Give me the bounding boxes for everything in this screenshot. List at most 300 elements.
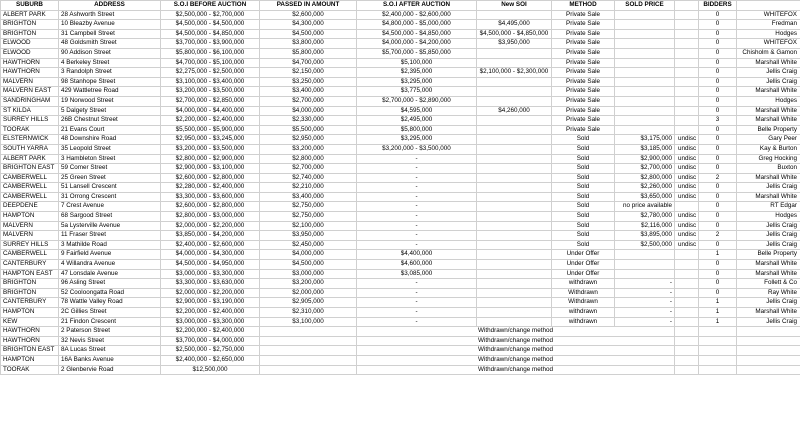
cell-suburb[interactable]: SURREY HILLS — [1, 240, 59, 250]
cell-new-soi[interactable]: $4,495,000 — [477, 20, 552, 30]
cell-soi-before[interactable]: $4,500,000 - $4,950,000 — [161, 260, 260, 270]
header-undisc[interactable] — [675, 1, 699, 11]
table-row[interactable] — [1, 10, 800, 20]
cell-undisc[interactable] — [675, 87, 699, 97]
cell-suburb[interactable]: TOORAK — [1, 125, 59, 135]
cell-address[interactable]: 21 Findon Crescent — [59, 317, 161, 327]
cell-bidders[interactable]: 0 — [699, 202, 737, 212]
cell-passed-in[interactable]: $2,310,000 — [260, 308, 357, 318]
cell-passed-in[interactable]: $5,500,000 — [260, 125, 357, 135]
cell-passed-in[interactable]: $2,000,000 — [260, 288, 357, 298]
cell-withdrawn-note[interactable]: Withdrawn/change method — [357, 327, 675, 337]
cell-empty[interactable] — [737, 365, 800, 375]
cell-passed-in[interactable] — [260, 336, 357, 346]
cell-sold-price[interactable] — [615, 116, 675, 126]
cell-soi-before[interactable]: $2,600,000 - $2,800,000 — [161, 173, 260, 183]
cell-address[interactable]: 9 Fairfield Avenue — [59, 250, 161, 260]
cell-suburb[interactable]: BRIGHTON EAST — [1, 346, 59, 356]
cell-agent[interactable]: Marshall White — [737, 87, 800, 97]
cell-address[interactable]: 4 Willandra Avenue — [59, 260, 161, 270]
cell-new-soi[interactable] — [477, 202, 552, 212]
cell-method[interactable]: Private Sale — [552, 116, 615, 126]
cell-soi-after[interactable]: - — [357, 212, 477, 222]
cell-new-soi[interactable] — [477, 87, 552, 97]
cell-agent[interactable]: WHITEFOX — [737, 10, 800, 20]
cell-sold-price[interactable] — [615, 250, 675, 260]
cell-sold-price[interactable] — [615, 87, 675, 97]
cell-bidders[interactable]: 0 — [699, 125, 737, 135]
cell-address[interactable]: 90 Addison Street — [59, 48, 161, 58]
cell-bidders[interactable]: 0 — [699, 288, 737, 298]
cell-suburb[interactable]: HAWTHORN — [1, 327, 59, 337]
table-row[interactable] — [1, 308, 800, 318]
cell-soi-before[interactable]: $3,850,000 - $4,200,000 — [161, 231, 260, 241]
cell-passed-in[interactable]: $2,800,000 — [260, 154, 357, 164]
cell-passed-in[interactable]: $3,400,000 — [260, 192, 357, 202]
cell-address[interactable]: 26B Chestnut Street — [59, 116, 161, 126]
cell-agent[interactable]: Fredman — [737, 20, 800, 30]
cell-undisc[interactable] — [675, 58, 699, 68]
table-row[interactable] — [1, 96, 800, 106]
cell-soi-after[interactable]: - — [357, 288, 477, 298]
cell-sold-price[interactable]: $3,895,000 — [615, 231, 675, 241]
cell-new-soi[interactable]: $4,500,000 - $4,850,000 — [477, 29, 552, 39]
cell-undisc[interactable] — [675, 298, 699, 308]
cell-suburb[interactable]: KEW — [1, 317, 59, 327]
cell-sold-price[interactable]: $3,175,000 — [615, 135, 675, 145]
cell-undisc[interactable] — [675, 308, 699, 318]
cell-sold-price[interactable]: - — [615, 279, 675, 289]
cell-soi-after[interactable]: - — [357, 173, 477, 183]
cell-passed-in[interactable]: $3,800,000 — [260, 39, 357, 49]
cell-soi-before[interactable]: $3,300,000 - $3,630,000 — [161, 279, 260, 289]
cell-passed-in[interactable]: $2,100,000 — [260, 221, 357, 231]
cell-undisc[interactable]: undisc — [675, 183, 699, 193]
cell-passed-in[interactable]: $3,250,000 — [260, 77, 357, 87]
table-row[interactable] — [1, 240, 800, 250]
cell-agent[interactable]: Kay & Burton — [737, 144, 800, 154]
cell-method[interactable]: Sold — [552, 144, 615, 154]
cell-soi-after[interactable]: - — [357, 221, 477, 231]
cell-undisc[interactable] — [675, 48, 699, 58]
cell-soi-after[interactable]: $3,295,000 — [357, 77, 477, 87]
cell-bidders[interactable]: 0 — [699, 48, 737, 58]
cell-empty[interactable] — [675, 365, 699, 375]
cell-soi-after[interactable]: $3,085,000 — [357, 269, 477, 279]
cell-agent[interactable]: Jellis Craig — [737, 77, 800, 87]
cell-new-soi[interactable] — [477, 260, 552, 270]
cell-sold-price[interactable] — [615, 48, 675, 58]
cell-passed-in[interactable]: $5,800,000 — [260, 48, 357, 58]
cell-address[interactable]: 98 Stanhope Street — [59, 77, 161, 87]
cell-agent[interactable]: Buxton — [737, 164, 800, 174]
cell-agent[interactable]: Belle Property — [737, 250, 800, 260]
cell-soi-before[interactable]: $4,500,000 - $4,500,000 — [161, 20, 260, 30]
cell-method[interactable]: Sold — [552, 231, 615, 241]
cell-agent[interactable]: WHITEFOX — [737, 39, 800, 49]
header-soi-before[interactable]: S.O.I BEFORE AUCTION — [161, 1, 260, 11]
cell-sold-price[interactable] — [615, 58, 675, 68]
cell-soi-before[interactable]: $2,900,000 - $3,190,000 — [161, 298, 260, 308]
cell-address[interactable]: 52 Cooloongatta Road — [59, 288, 161, 298]
cell-new-soi[interactable] — [477, 48, 552, 58]
cell-undisc[interactable]: undisc — [675, 240, 699, 250]
cell-new-soi[interactable] — [477, 212, 552, 222]
cell-suburb[interactable]: HAMPTON EAST — [1, 269, 59, 279]
header-new-soi[interactable]: New SOI — [477, 1, 552, 11]
cell-undisc[interactable] — [675, 279, 699, 289]
cell-undisc[interactable] — [675, 29, 699, 39]
cell-sold-price[interactable]: $2,780,000 — [615, 212, 675, 222]
cell-new-soi[interactable] — [477, 288, 552, 298]
cell-passed-in[interactable]: $4,500,000 — [260, 29, 357, 39]
cell-undisc[interactable] — [675, 250, 699, 260]
table-row[interactable] — [1, 260, 800, 270]
cell-method[interactable]: Under Offer — [552, 260, 615, 270]
cell-soi-after[interactable]: $2,495,000 — [357, 116, 477, 126]
cell-new-soi[interactable] — [477, 317, 552, 327]
cell-soi-before[interactable]: $5,500,000 - $5,900,000 — [161, 125, 260, 135]
cell-passed-in[interactable]: $4,700,000 — [260, 58, 357, 68]
cell-undisc[interactable] — [675, 77, 699, 87]
cell-soi-before[interactable]: $4,000,000 - $4,300,000 — [161, 250, 260, 260]
cell-soi-after[interactable]: $3,200,000 - $3,500,000 — [357, 144, 477, 154]
table-row[interactable] — [1, 125, 800, 135]
cell-new-soi[interactable] — [477, 116, 552, 126]
cell-withdrawn-note[interactable]: Withdrawn/change method — [357, 336, 675, 346]
cell-method[interactable]: Private Sale — [552, 48, 615, 58]
cell-undisc[interactable] — [675, 317, 699, 327]
cell-soi-after[interactable]: - — [357, 231, 477, 241]
table-row[interactable] — [1, 269, 800, 279]
table-row[interactable] — [1, 173, 800, 183]
cell-method[interactable]: withdrawn — [552, 308, 615, 318]
cell-new-soi[interactable] — [477, 308, 552, 318]
header-sold-price[interactable]: SOLD PRICE — [615, 1, 675, 11]
cell-agent[interactable]: Marshall White — [737, 58, 800, 68]
cell-address[interactable]: 32 Nevis Street — [59, 336, 161, 346]
table-row[interactable] — [1, 202, 800, 212]
cell-bidders[interactable]: 0 — [699, 96, 737, 106]
cell-address[interactable]: 2 Glenbervie Road — [59, 365, 161, 375]
cell-empty[interactable] — [675, 355, 699, 365]
cell-soi-after[interactable]: - — [357, 317, 477, 327]
cell-new-soi[interactable] — [477, 164, 552, 174]
cell-soi-before[interactable]: $2,600,000 - $2,800,000 — [161, 202, 260, 212]
cell-bidders[interactable]: 0 — [699, 77, 737, 87]
cell-sold-price[interactable]: - — [615, 317, 675, 327]
cell-new-soi[interactable] — [477, 183, 552, 193]
cell-agent[interactable]: Follett & Co — [737, 279, 800, 289]
cell-agent[interactable]: Greg Hocking — [737, 154, 800, 164]
cell-soi-after[interactable]: $2,400,000 - $2,600,000 — [357, 10, 477, 20]
cell-withdrawn-note[interactable]: Withdrawn/change method — [357, 346, 675, 356]
cell-method[interactable]: Sold — [552, 240, 615, 250]
cell-soi-after[interactable]: $4,000,000 - $4,200,000 — [357, 39, 477, 49]
cell-undisc[interactable]: undisc — [675, 154, 699, 164]
cell-passed-in[interactable]: $4,000,000 — [260, 106, 357, 116]
cell-agent[interactable]: RT Edgar — [737, 202, 800, 212]
cell-soi-before[interactable]: $2,500,000 - $2,750,000 — [161, 346, 260, 356]
cell-soi-before[interactable]: $2,200,000 - $2,400,000 — [161, 116, 260, 126]
cell-suburb[interactable]: ELSTERNWICK — [1, 135, 59, 145]
table-row[interactable] — [1, 212, 800, 222]
cell-bidders[interactable]: 0 — [699, 29, 737, 39]
cell-suburb[interactable]: ELWOOD — [1, 48, 59, 58]
cell-agent[interactable]: Marshall White — [737, 173, 800, 183]
cell-suburb[interactable]: CANTERBURY — [1, 298, 59, 308]
cell-method[interactable]: withdrawn — [552, 279, 615, 289]
cell-new-soi[interactable]: $2,100,000 - $2,300,000 — [477, 68, 552, 78]
cell-empty[interactable] — [737, 336, 800, 346]
cell-sold-price[interactable]: - — [615, 288, 675, 298]
cell-empty[interactable] — [699, 365, 737, 375]
cell-passed-in[interactable]: $2,750,000 — [260, 202, 357, 212]
cell-address[interactable]: 78 Wattle Valley Road — [59, 298, 161, 308]
table-row-withdrawn[interactable] — [1, 355, 800, 365]
cell-agent[interactable]: Chisholm & Gamon — [737, 48, 800, 58]
cell-suburb[interactable]: DEEPDENE — [1, 202, 59, 212]
cell-agent[interactable]: Jellis Craig — [737, 317, 800, 327]
cell-soi-before[interactable]: $2,400,000 - $2,600,000 — [161, 240, 260, 250]
cell-passed-in[interactable]: $3,000,000 — [260, 269, 357, 279]
cell-undisc[interactable] — [675, 39, 699, 49]
cell-new-soi[interactable] — [477, 250, 552, 260]
cell-suburb[interactable]: BRIGHTON — [1, 288, 59, 298]
cell-soi-after[interactable]: $2,395,000 — [357, 68, 477, 78]
table-row[interactable] — [1, 250, 800, 260]
cell-soi-after[interactable]: $4,400,000 — [357, 250, 477, 260]
cell-soi-after[interactable]: $4,500,000 - $4,850,000 — [357, 29, 477, 39]
table-row[interactable] — [1, 298, 800, 308]
cell-empty[interactable] — [737, 355, 800, 365]
cell-passed-in[interactable]: $2,950,000 — [260, 135, 357, 145]
cell-withdrawn-note[interactable]: Withdrawn/change method — [357, 365, 675, 375]
cell-method[interactable]: Sold — [552, 202, 615, 212]
cell-method[interactable]: Sold — [552, 173, 615, 183]
cell-method[interactable]: Private Sale — [552, 20, 615, 30]
header-agent[interactable] — [737, 1, 800, 11]
table-row[interactable] — [1, 221, 800, 231]
cell-empty[interactable] — [675, 336, 699, 346]
cell-address[interactable]: 47 Lonsdale Avenue — [59, 269, 161, 279]
cell-method[interactable]: Private Sale — [552, 29, 615, 39]
cell-passed-in[interactable]: $2,700,000 — [260, 164, 357, 174]
cell-suburb[interactable]: CANTERBURY — [1, 260, 59, 270]
cell-address[interactable]: 10 Bleazby Avenue — [59, 20, 161, 30]
cell-suburb[interactable]: ALBERT PARK — [1, 154, 59, 164]
cell-suburb[interactable]: CAMBERWELL — [1, 183, 59, 193]
cell-suburb[interactable]: HAMPTON — [1, 308, 59, 318]
cell-address[interactable]: 8A Lucas Street — [59, 346, 161, 356]
cell-bidders[interactable]: 0 — [699, 135, 737, 145]
cell-undisc[interactable] — [675, 202, 699, 212]
header-address[interactable]: ADDRESS — [59, 1, 161, 11]
cell-address[interactable]: 5a Lysterville Avenue — [59, 221, 161, 231]
table-row[interactable] — [1, 68, 800, 78]
cell-agent[interactable]: Ray White — [737, 288, 800, 298]
cell-agent[interactable]: Marshall White — [737, 269, 800, 279]
table-row[interactable] — [1, 135, 800, 145]
cell-address[interactable]: 48 Downshire Road — [59, 135, 161, 145]
cell-new-soi[interactable] — [477, 240, 552, 250]
cell-soi-before[interactable]: $2,800,000 - $2,900,000 — [161, 154, 260, 164]
cell-soi-after[interactable]: $4,600,000 — [357, 260, 477, 270]
table-row[interactable] — [1, 29, 800, 39]
cell-undisc[interactable] — [675, 106, 699, 116]
cell-agent[interactable]: Jellis Craig — [737, 221, 800, 231]
cell-soi-after[interactable]: - — [357, 240, 477, 250]
table-row[interactable] — [1, 48, 800, 58]
cell-passed-in[interactable]: $3,200,000 — [260, 144, 357, 154]
cell-address[interactable]: 68 Sargood Street — [59, 212, 161, 222]
table-row-withdrawn[interactable] — [1, 365, 800, 375]
cell-soi-before[interactable]: $2,000,000 - $2,200,000 — [161, 221, 260, 231]
cell-undisc[interactable] — [675, 20, 699, 30]
cell-bidders[interactable]: 0 — [699, 154, 737, 164]
cell-address[interactable]: 48 Goldsmith Street — [59, 39, 161, 49]
table-row[interactable] — [1, 183, 800, 193]
cell-bidders[interactable]: 0 — [699, 221, 737, 231]
cell-address[interactable]: 21 Evans Court — [59, 125, 161, 135]
cell-agent[interactable]: Jellis Craig — [737, 240, 800, 250]
cell-new-soi[interactable] — [477, 173, 552, 183]
cell-suburb[interactable]: ELWOOD — [1, 39, 59, 49]
cell-new-soi[interactable] — [477, 298, 552, 308]
cell-soi-before[interactable]: $2,000,000 - $2,200,000 — [161, 288, 260, 298]
cell-soi-after[interactable]: $3,295,000 — [357, 135, 477, 145]
table-row[interactable] — [1, 39, 800, 49]
cell-undisc[interactable]: undisc — [675, 144, 699, 154]
cell-undisc[interactable] — [675, 68, 699, 78]
cell-passed-in[interactable]: $3,400,000 — [260, 87, 357, 97]
cell-passed-in[interactable]: $2,450,000 — [260, 240, 357, 250]
cell-method[interactable]: Private Sale — [552, 96, 615, 106]
cell-bidders[interactable]: 0 — [699, 183, 737, 193]
cell-undisc[interactable]: undisc — [675, 164, 699, 174]
cell-method[interactable]: Private Sale — [552, 10, 615, 20]
cell-method[interactable]: Withdrawn — [552, 298, 615, 308]
cell-sold-price[interactable] — [615, 29, 675, 39]
header-passed-in[interactable]: PASSED IN AMOUNT — [260, 1, 357, 11]
cell-suburb[interactable]: CAMBERWELL — [1, 173, 59, 183]
cell-soi-before[interactable]: $4,000,000 - $4,400,000 — [161, 106, 260, 116]
cell-method[interactable]: Private Sale — [552, 77, 615, 87]
cell-bidders[interactable]: 0 — [699, 39, 737, 49]
cell-suburb[interactable]: HAWTHORN — [1, 336, 59, 346]
cell-passed-in[interactable] — [260, 327, 357, 337]
cell-address[interactable]: 25 Green Street — [59, 173, 161, 183]
cell-suburb[interactable]: SANDRINGHAM — [1, 96, 59, 106]
cell-address[interactable]: 7 Crest Avenue — [59, 202, 161, 212]
cell-suburb[interactable]: BRIGHTON EAST — [1, 164, 59, 174]
cell-passed-in[interactable]: $2,740,000 — [260, 173, 357, 183]
cell-sold-price[interactable] — [615, 106, 675, 116]
cell-sold-price[interactable] — [615, 39, 675, 49]
cell-agent[interactable]: Hodges — [737, 96, 800, 106]
cell-address[interactable]: 19 Norwood Street — [59, 96, 161, 106]
cell-soi-before[interactable]: $3,200,000 - $3,500,000 — [161, 144, 260, 154]
cell-method[interactable]: Sold — [552, 212, 615, 222]
cell-method[interactable]: Private Sale — [552, 87, 615, 97]
cell-soi-after[interactable]: - — [357, 192, 477, 202]
cell-bidders[interactable]: 0 — [699, 20, 737, 30]
cell-soi-before[interactable]: $3,700,000 - $4,000,000 — [161, 336, 260, 346]
cell-method[interactable]: Sold — [552, 154, 615, 164]
cell-sold-price[interactable]: $3,650,000 — [615, 192, 675, 202]
cell-soi-before[interactable]: $2,200,000 - $2,400,000 — [161, 308, 260, 318]
cell-suburb[interactable]: MALVERN — [1, 77, 59, 87]
cell-passed-in[interactable]: $2,330,000 — [260, 116, 357, 126]
cell-suburb[interactable]: HAMPTON — [1, 355, 59, 365]
cell-method[interactable]: Private Sale — [552, 68, 615, 78]
cell-method[interactable]: Private Sale — [552, 125, 615, 135]
cell-passed-in[interactable] — [260, 365, 357, 375]
cell-soi-after[interactable]: - — [357, 164, 477, 174]
cell-soi-before[interactable]: $4,500,000 - $4,850,000 — [161, 29, 260, 39]
cell-method[interactable]: Private Sale — [552, 106, 615, 116]
cell-bidders[interactable]: 1 — [699, 298, 737, 308]
table-row[interactable] — [1, 192, 800, 202]
cell-agent[interactable]: Marshall White — [737, 192, 800, 202]
cell-new-soi[interactable] — [477, 125, 552, 135]
cell-soi-before[interactable]: $2,280,000 - $2,400,000 — [161, 183, 260, 193]
cell-soi-before[interactable]: $2,200,000 - $2,400,000 — [161, 327, 260, 337]
cell-new-soi[interactable] — [477, 96, 552, 106]
cell-sold-price[interactable]: $2,260,000 — [615, 183, 675, 193]
cell-sold-price[interactable] — [615, 77, 675, 87]
cell-new-soi[interactable]: $4,260,000 — [477, 106, 552, 116]
cell-agent[interactable]: Marshall White — [737, 308, 800, 318]
cell-address[interactable]: 96 Asling Street — [59, 279, 161, 289]
header-soi-after[interactable]: S.O.I AFTER AUCTION — [357, 1, 477, 11]
cell-soi-after[interactable]: - — [357, 154, 477, 164]
table-row[interactable] — [1, 154, 800, 164]
cell-empty[interactable] — [675, 327, 699, 337]
cell-soi-before[interactable]: $2,275,000 - $2,500,000 — [161, 68, 260, 78]
cell-suburb[interactable]: HAWTHORN — [1, 68, 59, 78]
cell-undisc[interactable]: undisc — [675, 192, 699, 202]
cell-suburb[interactable]: ST KILDA — [1, 106, 59, 116]
cell-method[interactable]: withdrawn — [552, 317, 615, 327]
cell-passed-in[interactable] — [260, 346, 357, 356]
cell-new-soi[interactable] — [477, 221, 552, 231]
cell-undisc[interactable] — [675, 96, 699, 106]
cell-suburb[interactable]: BRIGHTON — [1, 20, 59, 30]
cell-agent[interactable]: Jellis Craig — [737, 231, 800, 241]
cell-sold-price[interactable] — [615, 269, 675, 279]
cell-undisc[interactable]: undisc — [675, 221, 699, 231]
cell-soi-after[interactable]: $3,775,000 — [357, 87, 477, 97]
cell-suburb[interactable]: MALVERN — [1, 231, 59, 241]
table-row[interactable] — [1, 288, 800, 298]
cell-soi-before[interactable]: $3,200,000 - $3,500,000 — [161, 87, 260, 97]
cell-new-soi[interactable] — [477, 269, 552, 279]
cell-soi-before[interactable]: $12,500,000 — [161, 365, 260, 375]
cell-agent[interactable]: Marshall White — [737, 106, 800, 116]
cell-undisc[interactable]: undisc — [675, 231, 699, 241]
cell-empty[interactable] — [737, 346, 800, 356]
cell-agent[interactable]: Marshall White — [737, 116, 800, 126]
cell-address[interactable]: 3 Randolph Street — [59, 68, 161, 78]
cell-soi-after[interactable]: $5,100,000 — [357, 58, 477, 68]
cell-bidders[interactable]: 1 — [699, 308, 737, 318]
cell-soi-after[interactable]: $5,700,000 - $5,850,000 — [357, 48, 477, 58]
cell-bidders[interactable]: 2 — [699, 231, 737, 241]
table-row[interactable] — [1, 116, 800, 126]
cell-new-soi[interactable] — [477, 144, 552, 154]
cell-soi-before[interactable]: $2,400,000 - $2,650,000 — [161, 355, 260, 365]
